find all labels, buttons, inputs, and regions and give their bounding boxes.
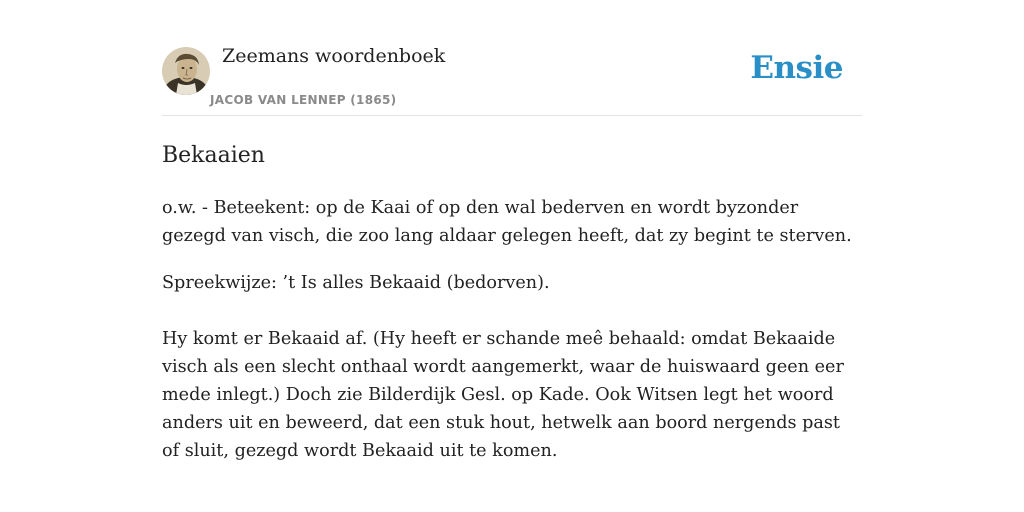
dictionary-title[interactable]: Zeemans woordenboek — [222, 45, 446, 67]
entry-paragraph-definition: o.w. - Beteekent: op de Kaai of op den wal bederven en wordt byzonder gezegd van visch, die zoo lang aldaar gelegen heeft, dat zy begint te sterven. — [162, 198, 852, 246]
header — [162, 0, 862, 116]
main-content — [162, 0, 862, 465]
author-portrait-icon — [162, 47, 210, 95]
entry-paragraph-saying: Spreekwijze: ’t Is alles Bekaaid (bedorven). — [162, 273, 550, 293]
entry-title: Bekaaien — [162, 143, 265, 168]
author-name: JACOB VAN LENNEP (1865) — [210, 93, 397, 107]
entry-paragraph-explanation: Hy komt er Bekaaid af. (Hy heeft er schande meê behaald: omdat Bekaaide visch als een slecht onthaal wordt aangemerkt, waar de huiswaard geen eer mede inlegt.) Doch zie Bilderdijk Gesl. op Kade. Ook Witsen legt het woord anders uit en beweerd, dat een stuk hout, hetwelk aan boord nergends past of sluit, gezegd wordt Bekaaid uit te komen. — [162, 329, 844, 461]
ensie-logo[interactable]: Ensie — [750, 50, 843, 86]
